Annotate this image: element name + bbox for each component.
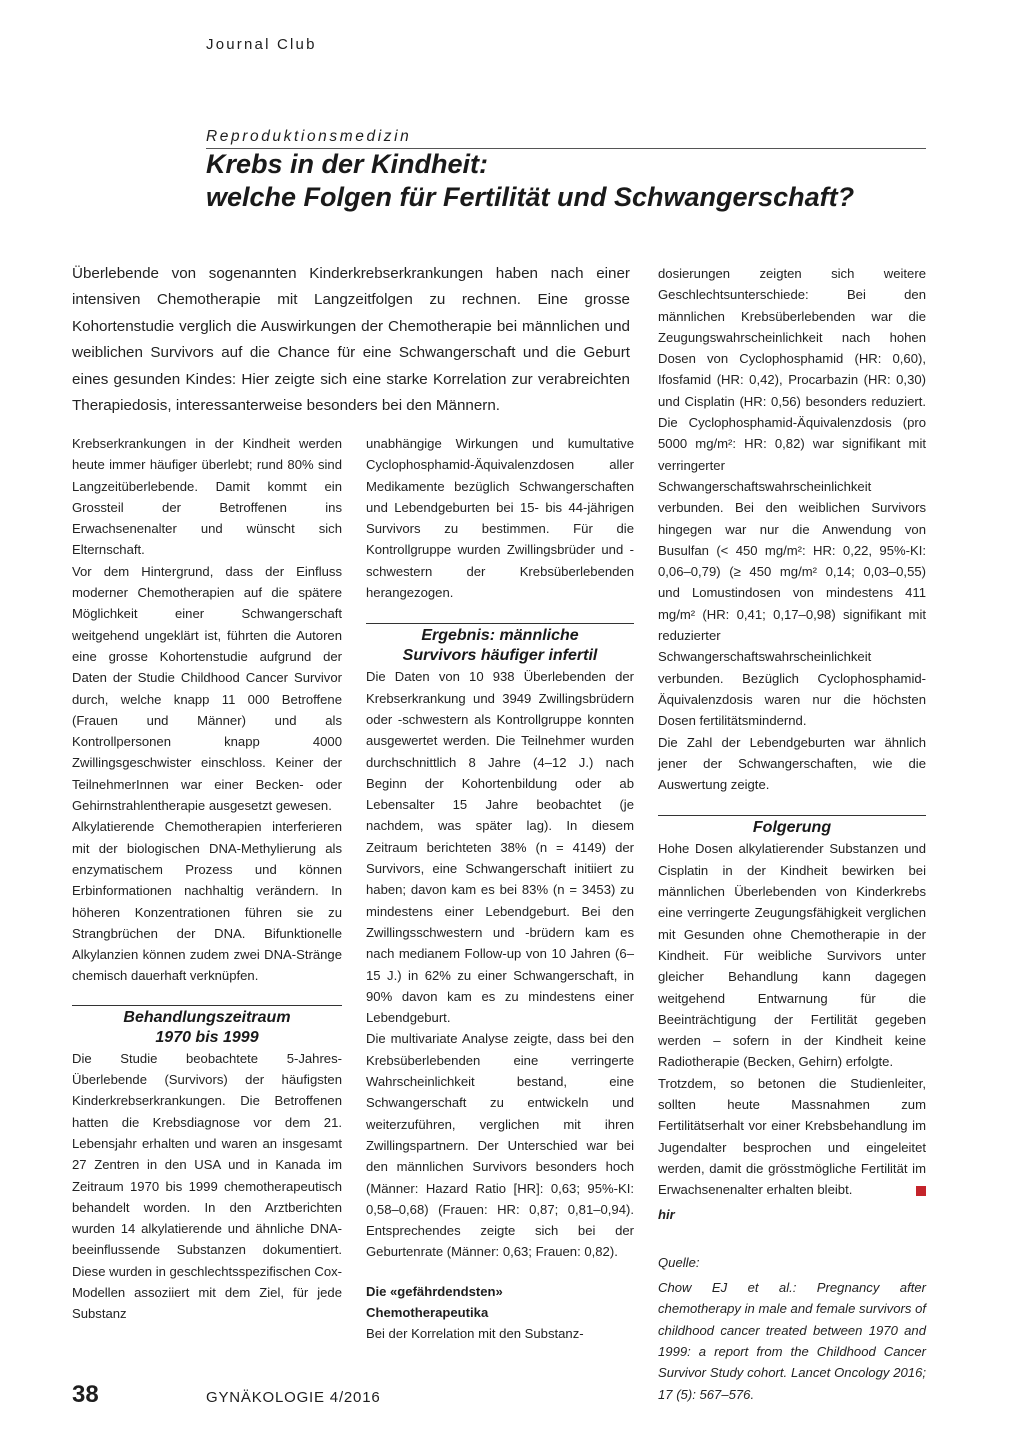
body-paragraph: Die Daten von 10 938 Überlebenden der Krebserkrankung und 3949 Zwillingsbrüdern oder -schwestern als Kontrollgruppe konnten ausgewertet werden. Die Teilnehmer wurden durchschnittlich 8 Jahre (4–12 J.) nach Beginn der Kohortenbildung oder ab Lebensalter 15 Jahre beobachtet (je nachdem, was später lag). In diesem Zeitraum berichteten 38% (n = 4149) der Survivors, eine Schwangerschaft initiiert zu haben; davon kam es bei 83% (n = 3453) zu mindestens einer Lebendgeburt. Bei den Zwillingsschwestern und -brüdern kam es nach medianem Follow-up von 10 Jahren (6–15 J.) in 62% zu einer Schwangerschaft, in 90% davon kam es zu mindestens einer Lebendgeburt. [366, 669, 634, 1026]
runin-line: Die «gefährdendsten» [366, 1283, 503, 1299]
column-2 [366, 433, 634, 1345]
end-mark-square-icon [916, 1186, 926, 1196]
runin-line: Chemotherapeutika [366, 1304, 489, 1320]
body-paragraph: Bei der Korrelation mit den Substanz- [366, 1326, 584, 1342]
source-reference [658, 1252, 926, 1405]
subheading-line: Behandlungszeitraum [123, 1008, 291, 1026]
body-paragraph: Vor dem Hintergrund, dass der Einfluss moderner Chemotherapien auf die spätere Möglichkeit einer Schwangerschaft weitgehend ungeklärt ist, führten die Autoren eine grosse Kohortenstudie aufgrund der Daten der Studie Childhood Cancer Survivor durch, welche knapp 11 000 Betroffene (Frauen und Männer) und als Kontrollpersonen knapp 4000 Zwillingsgeschwister einschloss. Keiner der TeilnehmerInnen war einer Becken- oder Gehirnstrahlentherapie ausgesetzt gewesen. [72, 563, 342, 814]
section-label: Reproduktionsmedizin [206, 128, 412, 145]
body-paragraph: Hohe Dosen alkylatierender Substanzen und Cisplatin in der Kindheit bewirken bei männlichen Überlebenden von Kinderkrebs eine verringerte Zeugungsfähigkeit verglichen mit Gesunden ohne Chemotherapie in der Kindheit. Für weibliche Survivors unter gleicher Behandlung kann dagegen weitgehend Entwarnung für die Beeinträchtigung der Fertilität gegeben werden – sofern in der Kindheit keine Radiotherapie (Becken, Gehirn) erfolgte. [658, 841, 926, 1070]
column-1 [72, 433, 342, 1325]
subheading-line: Ergebnis: männliche [421, 627, 579, 645]
subheading-line: Survivors häufiger infertil [402, 647, 598, 665]
subheading-ergebnis [366, 623, 634, 666]
subheading-behandlungszeitraum [72, 1005, 342, 1048]
column-3 [658, 263, 926, 1405]
body-paragraph: Trotzdem, so betonen die Studienleiter, sollten heute Massnahmen zum Fertilitätserhalt vor einer Krebsbehandlung im Jugendalter besprochen und eingeleitet werden, damit die grösstmögliche Fertilität im Erwachsenenalter erhalten bleibt. [658, 1075, 926, 1198]
article-lead: Überlebende von sogenannten Kinderkrebserkrankungen haben nach einer intensiven Chemotherapie mit Langzeitfolgen zu rechnen. Eine grosse Kohortenstudie verglich die Auswirkungen der Chemotherapie bei männlichen und weiblichen Survivors auf die Chance für eine Schwangerschaft und die Geburt eines gesunden Kindes: Hier zeigte sich eine starke Korrelation zur verabreichten Therapiedosis, interessanterweise besonders bei den Männern. [72, 265, 630, 415]
source-label: Quelle: [658, 1254, 700, 1270]
body-paragraph: Krebserkrankungen in der Kindheit werden heute immer häufiger überlebt; rund 80% sind Langzeitüberlebende. Damit kommt ein Grossteil der Betroffenen ins Erwachsenenalter und wünscht sich Elternschaft. [72, 436, 342, 558]
body-paragraph: Alkylatierende Chemotherapien interferieren mit der biologischen DNA-Methylierung als enzymatischem Prozess und können Erbinformationen nachhaltig verändern. In höheren Konzentrationen führen sie zu Strangbrüchen der DNA. Bifunktionelle Alkylanzien können zudem zwei DNA-Stränge chemisch dauerhaft verknüpfen. [72, 819, 342, 984]
runin-heading [366, 1281, 634, 1324]
body-paragraph: Die multivariate Analyse zeigte, dass bei den Krebsüberlebenden eine verringerte Wahrscheinlichkeit bestand, eine Schwangerschaft zu entwickeln und weiterzuführen, verglichen mit ihren Zwillingspartnern. Der Unterschied war bei den männlichen Survivors besonders hoch (Männer: Hazard Ratio [HR]: 0,63; 95%-KI: 0,58–0,68) (Frauen: HR: 0,87; 0,81–0,94). Entsprechendes zeigte sich bei der Geburtenrate (Männer: 0,63; Frauen: 0,82). [366, 1031, 634, 1260]
journal-club-header: Journal Club [206, 36, 317, 53]
subheading-folgerung: Folgerung [658, 815, 926, 838]
author-initials: hir [658, 1207, 675, 1223]
body-paragraph: Die Studie beobachtete 5-Jahres-Überlebende (Survivors) der häufigsten Kinderkrebserkrankungen. Die Betroffenen hatten die Krebsdiagnose vor dem 21. Lebensjahr erhalten und waren an insgesamt 27 Zentren in den USA und in Kanada im Zeitraum 1970 bis 1999 chemotherapeutisch behandelt worden. In den Arztberichten wurden 14 alkylatierende und ähnliche DNA-beeinflussende Substanzen dokumentiert. Diese wurden in geschlechtsspezifischen Cox-Modellen assoziiert mit dem Ziel, für jede Substanz [72, 1050, 343, 1322]
subheading-line: 1970 bis 1999 [155, 1028, 259, 1046]
journal-issue: GYNÄKOLOGIE 4/2016 [206, 1389, 381, 1406]
title-line-2: welche Folgen für Fertilität und Schwangerschaft? [206, 182, 855, 212]
body-paragraph: unabhängige Wirkungen und kumultative Cyclophosphamid-Äquivalenzdosen aller Medikamente bezüglich Schwangerschaften und Lebendgeburten bei 15- bis 44-jährigen Survivors zu bestimmen. Für die Kontrollgruppe wurden Zwillingsbrüder und -schwestern der Krebsüberlebenden herangezogen. [366, 436, 634, 601]
article-end [658, 1200, 926, 1204]
body-paragraph: dosierungen zeigten sich weitere Geschlechtsunterschiede: Bei den männlichen Krebsüberlebenden war die Zeugungswahrscheinlichkeit nach hohen Dosen von Cyclophosphamid (HR: 0,60), Ifosfamid (HR: 0,42), Procarbazin (HR: 0,30) und Cisplatin (HR: 0,56) besonders reduziert. Die Cyclophosphamid-Äquivalenzdosis (pro 5000 mg/m²: HR: 0,82) war signifikant mit verringerter Schwangerschaftswahrscheinlichkeit verbunden. Bei den weiblichen Survivors hingegen war nur die Anwendung von Busulfan (< 450 mg/m²: HR: 0,22, 95%-KI: 0,06–0,79) (≥ 450 mg/m² 0,14; 0,03–0,55) und Lomustindosen von mindestens 411 mg/m² (HR: 0,41; 0,17–0,98) signifikant mit reduzierter Schwangerschaftswahrscheinlichkeit verbunden. Bezüglich Cyclophosphamid-Äquivalenzdosis waren nur die höchsten Dosen fertilitätsmindernd. [658, 266, 926, 729]
title-line-1: Krebs in der Kindheit: [206, 149, 489, 179]
source-citation: Chow EJ et al.: Pregnancy after chemotherapy in male and female survivors of childhood cancer treated between 1970 and 1999: a report from the Childhood Cancer Survivor Study cohort. Lancet Oncology 2016; 17 (5): 567–576. [658, 1280, 926, 1402]
page-number: 38 [72, 1381, 99, 1408]
body-paragraph: Die Zahl der Lebendgeburten war ähnlich jener der Schwangerschaften, wie die Auswertung zeigte. [658, 734, 926, 793]
article-title [206, 148, 946, 214]
